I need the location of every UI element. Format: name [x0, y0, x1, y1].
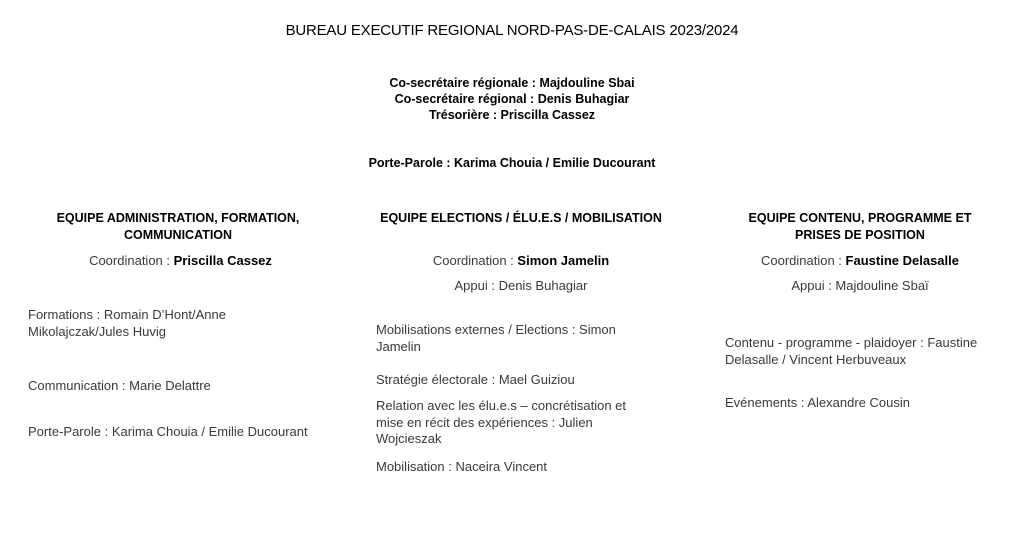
- team-content: [725, 210, 995, 410]
- team-items: [376, 322, 651, 476]
- officer-treasurer: Trésorière : Priscilla Cassez: [428, 108, 596, 122]
- team-coordination: [725, 253, 995, 268]
- coordination-name: Simon Jamelin: [517, 253, 610, 268]
- coordination-name: Faustine Delasalle: [845, 253, 959, 268]
- list-item: Communication : Marie Delattre: [28, 378, 211, 393]
- team-items: [28, 307, 328, 441]
- list-item: Mobilisations externes / Elections : Simon Jamelin: [376, 322, 616, 354]
- team-title: EQUIPE CONTENU, PROGRAMME ET PRISES DE POSITION: [748, 211, 972, 242]
- coordination-label: Coordination :: [760, 253, 846, 268]
- list-item: Contenu - programme - plaidoyer : Faustine Delasalle / Vincent Herbuveaux: [725, 335, 978, 367]
- officers-block: [0, 75, 1024, 123]
- page-title: BUREAU EXECUTIF REGIONAL NORD-PAS-DE-CALAIS 2023/2024: [285, 22, 739, 39]
- list-item: Relation avec les élu.e.s – concrétisation et mise en récit des expériences : Julien Wojcieszak: [376, 398, 627, 446]
- officer-co-secretary-1: Co-secrétaire régionale : Majdouline Sbai: [389, 76, 635, 90]
- list-item: Porte-Parole : Karima Chouia / Emilie Ducourant: [28, 424, 308, 439]
- team-coordination: [28, 253, 333, 268]
- team-coordination: [376, 253, 666, 268]
- team-administration: [28, 210, 338, 439]
- list-item: Evénements : Alexandre Cousin: [725, 395, 910, 410]
- team-elections: [376, 210, 666, 474]
- coordination-label: Coordination :: [432, 253, 518, 268]
- team-items: [725, 335, 985, 412]
- team-support: Appui : Denis Buhagiar: [454, 278, 588, 293]
- list-item: Formations : Romain D’Hont/Anne Mikolajczak/Jules Huvig: [28, 307, 226, 339]
- coordination-label: Coordination :: [89, 253, 174, 268]
- team-title: EQUIPE ELECTIONS / ÉLU.E.S / MOBILISATION: [380, 211, 662, 225]
- officer-co-secretary-2: Co-secrétaire régional : Denis Buhagiar: [394, 92, 630, 106]
- team-title: EQUIPE ADMINISTRATION, FORMATION, COMMUNICATION: [56, 211, 300, 242]
- team-support: Appui : Majdouline Sbaï: [791, 278, 929, 293]
- list-item: Mobilisation : Naceira Vincent: [376, 459, 548, 474]
- list-item: Stratégie électorale : Mael Guiziou: [376, 372, 575, 387]
- coordination-name: Priscilla Cassez: [173, 253, 272, 268]
- spokespersons: Porte-Parole : Karima Chouia / Emilie Ducourant: [368, 156, 656, 170]
